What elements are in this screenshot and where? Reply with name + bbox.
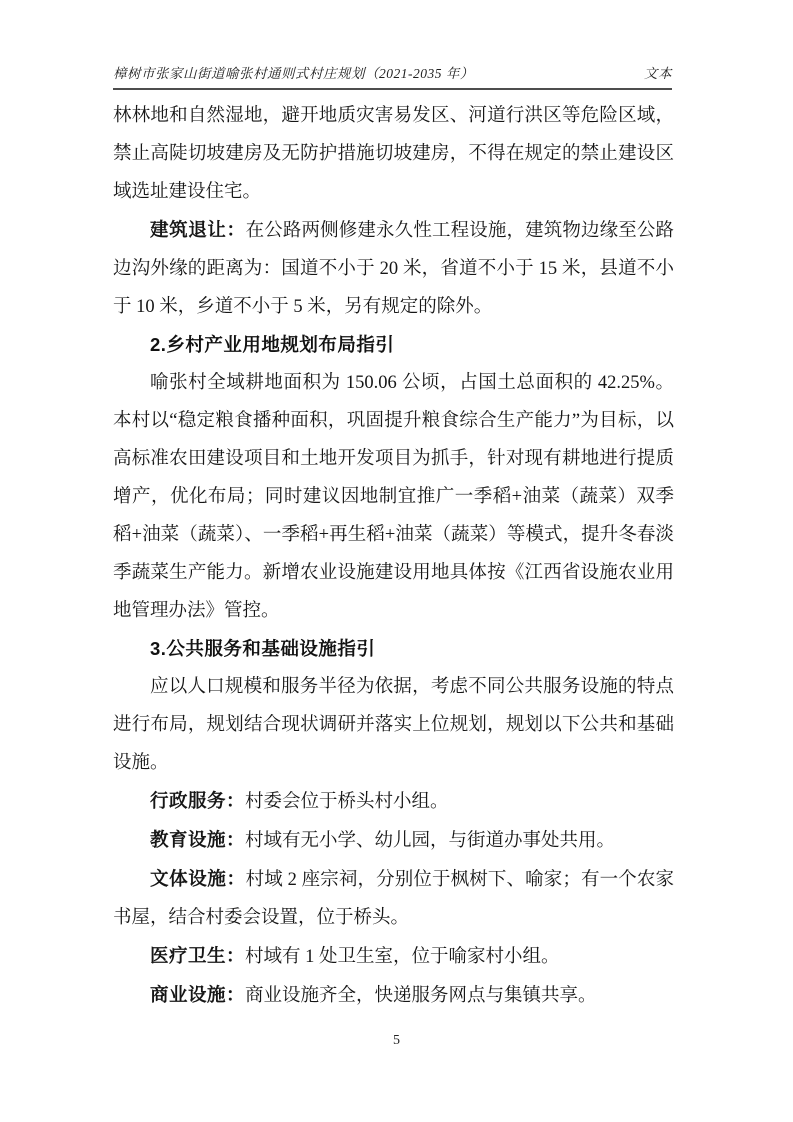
paragraph-label-education-facilities: 教育设施： (150, 829, 246, 850)
paragraph-label-building-setback: 建筑退让： (150, 219, 246, 240)
paragraph-industry-land-guidance: 喻张村全域耕地面积为 150.06 公顷，占国土总面积的 42.25%。本村以“稳定粮食播种面积，巩固提升粮食综合生产能力”为目标，以高标准农田建设项目和土地开发项目为抓手，针对现有耕地进行提质增产，优化布局；同时建议因地制宜推广一季稻+油菜（蔬菜）双季稻+油菜（蔬菜）、一季稻+再生稻+油菜（蔬菜）等模式，提升冬春淡季蔬菜生产能力。新增农业设施建设用地具体按《江西省设施农业用地管理办法》管控。 (113, 373, 674, 621)
paragraph-label-commercial-facilities: 商业设施： (150, 984, 246, 1005)
paragraph-text-culture-sports-facilities: 村域 2 座宗祠，分别位于枫树下、喻家；有一个农家书屋，结合村委会设置，位于桥头。 (113, 870, 674, 928)
paragraph-text-building-setback: 在公路两侧修建永久性工程设施，建筑物边缘至公路边沟外缘的距离为：国道不小于 20 米，省道不小于 15 米，县道不小于 10 米，乡道不小于 5 米，另有规定的除外。 (113, 221, 674, 317)
paragraph-commercial-facilities (113, 976, 674, 1015)
page-number: 5 (393, 1033, 400, 1048)
paragraph-education-facilities (113, 821, 674, 860)
page-footer (0, 1033, 793, 1049)
header-document-title: 樟树市张家山街道喻张村通则式村庄规划（2021-2035 年） (113, 66, 474, 81)
section-heading-public-services: 3.公共服务和基础设施指引 (150, 638, 376, 659)
paragraph-text-admin-services: 村委会位于桥头村小组。 (245, 792, 449, 812)
paragraph-admin-services (113, 782, 674, 821)
paragraph-medical-health (113, 937, 674, 976)
paragraph-text-education-facilities: 村域有无小学、幼儿园，与街道办事处共用。 (245, 831, 616, 851)
paragraph-site-selection-rules: 林林地和自然湿地，避开地质灾害易发区、河道行洪区等危险区域，禁止高陡切坡建房及无防护措施切坡建房，不得在规定的禁止建设区域选址建设住宅。 (113, 106, 674, 202)
paragraph-label-culture-sports-facilities: 文体设施： (150, 868, 246, 889)
header-doc-type-label: 文本 (644, 66, 672, 81)
paragraph-label-medical-health: 医疗卫生： (150, 945, 246, 966)
paragraph-building-setback (113, 211, 674, 326)
page-header (113, 62, 672, 90)
paragraph-label-admin-services: 行政服务： (150, 790, 246, 811)
section-heading-industry-land: 2.乡村产业用地规划布局指引 (150, 334, 395, 355)
paragraph-text-medical-health: 村域有 1 处卫生室，位于喻家村小组。 (245, 947, 560, 967)
paragraph-culture-sports-facilities (113, 860, 674, 937)
document-body (113, 97, 674, 1015)
paragraph-public-services-intro: 应以人口规模和服务半径为依据，考虑不同公共服务设施的特点进行布局，规划结合现状调研并落实上位规划，规划以下公共和基础设施。 (113, 677, 674, 773)
paragraph-text-commercial-facilities: 商业设施齐全，快递服务网点与集镇共享。 (245, 986, 597, 1006)
